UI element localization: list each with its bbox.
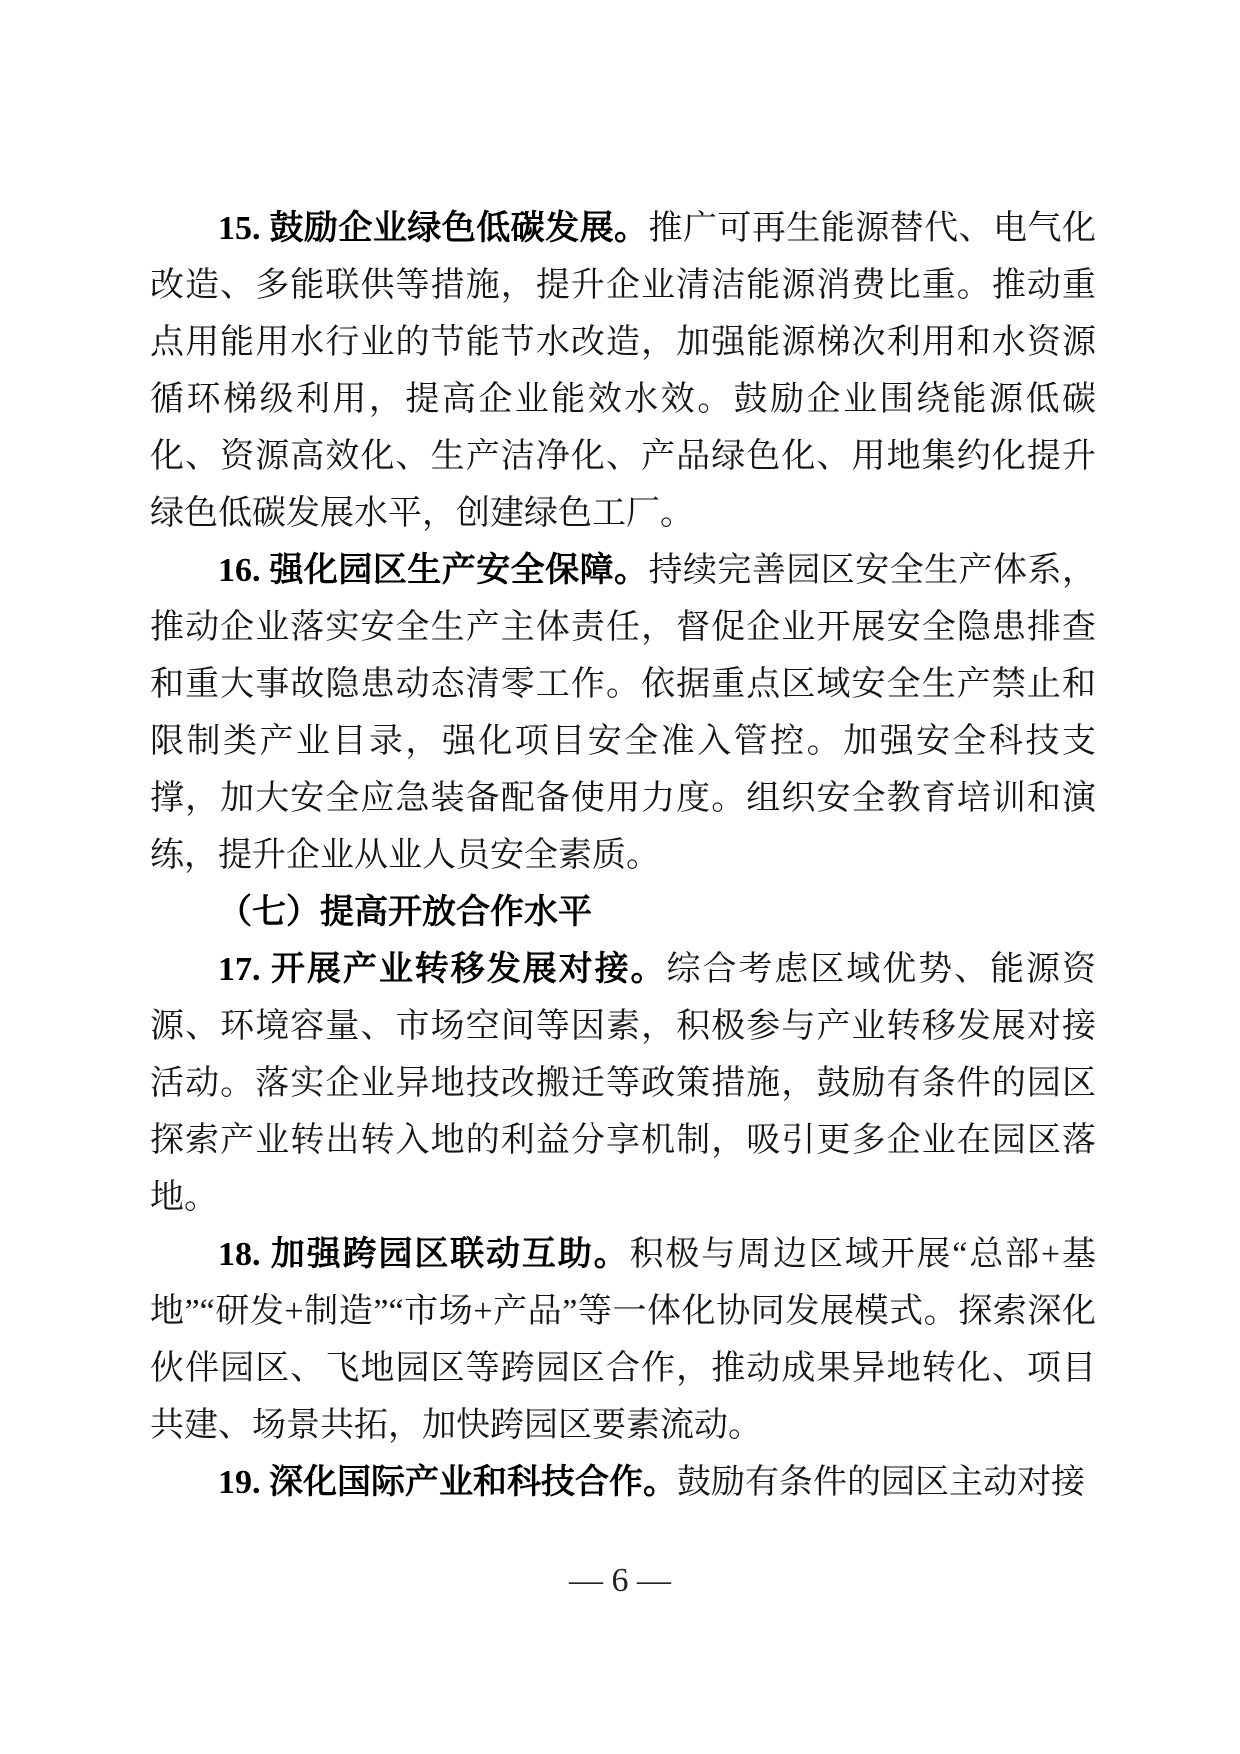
paragraph-19 (150, 1454, 1096, 1511)
paragraph-16-title: 16. 强化园区生产安全保障。 (218, 552, 649, 589)
section-heading-7: （七）提高开放合作水平 (218, 894, 592, 931)
paragraph-17-body: 综合考虑区域优势、能源资源、环境容量、市场空间等因素，积极参与产业转移发展对接活动。落实企业异地技改搬迁等政策措施，鼓励有条件的园区探索产业转出转入地的利益分享机制，吸引更多企业在园区落地。 (150, 951, 1097, 1216)
paragraph-17-title: 17. 开展产业转移发展对接。 (218, 951, 667, 988)
paragraph-17 (150, 941, 1096, 1226)
paragraph-15-body: 推广可再生能源替代、电气化改造、多能联供等措施，提升企业清洁能源消费比重。推动重点用能用水行业的节能节水改造，加强能源梯次利用和水资源循环梯级利用，提高企业能效水效。鼓励企业围绕能源低碳化、资源高效化、生产洁净化、产品绿色化、用地集约化提升绿色低碳发展水平，创建绿色工厂。 (150, 210, 1096, 532)
paragraph-15-title: 15. 鼓励企业绿色低碳发展。 (218, 210, 649, 247)
paragraph-19-body: 鼓励有条件的园区主动对接 (677, 1464, 1085, 1501)
paragraph-16-body: 持续完善园区安全生产体系，推动企业落实安全生产主体责任，督促企业开展安全隐患排查和重大事故隐患动态清零工作。依据重点区域安全生产禁止和限制类产业目录，强化项目安全准入管控。加强安全科技支撑，加大安全应急装备配备使用力度。组织安全教育培训和演练，提升企业从业人员安全素质。 (150, 552, 1096, 874)
document-content (150, 200, 1096, 1511)
paragraph-19-title: 19. 深化国际产业和科技合作。 (218, 1464, 677, 1501)
paragraph-18-body: 积极与周边区域开展“总部+基地”“研发+制造”“市场+产品”等一体化协同发展模式。探索深化伙伴园区、飞地园区等跨园区合作，推动成果异地转化、项目共建、场景共拓，加快跨园区要素流动。 (150, 1236, 1097, 1444)
page-number: — 6 — (569, 1562, 671, 1599)
paragraph-18 (150, 1226, 1096, 1454)
paragraph-15 (150, 200, 1096, 542)
paragraph-16 (150, 542, 1096, 884)
paragraph-18-title: 18. 加强跨园区联动互助。 (218, 1236, 630, 1273)
page-footer (0, 1552, 1240, 1609)
